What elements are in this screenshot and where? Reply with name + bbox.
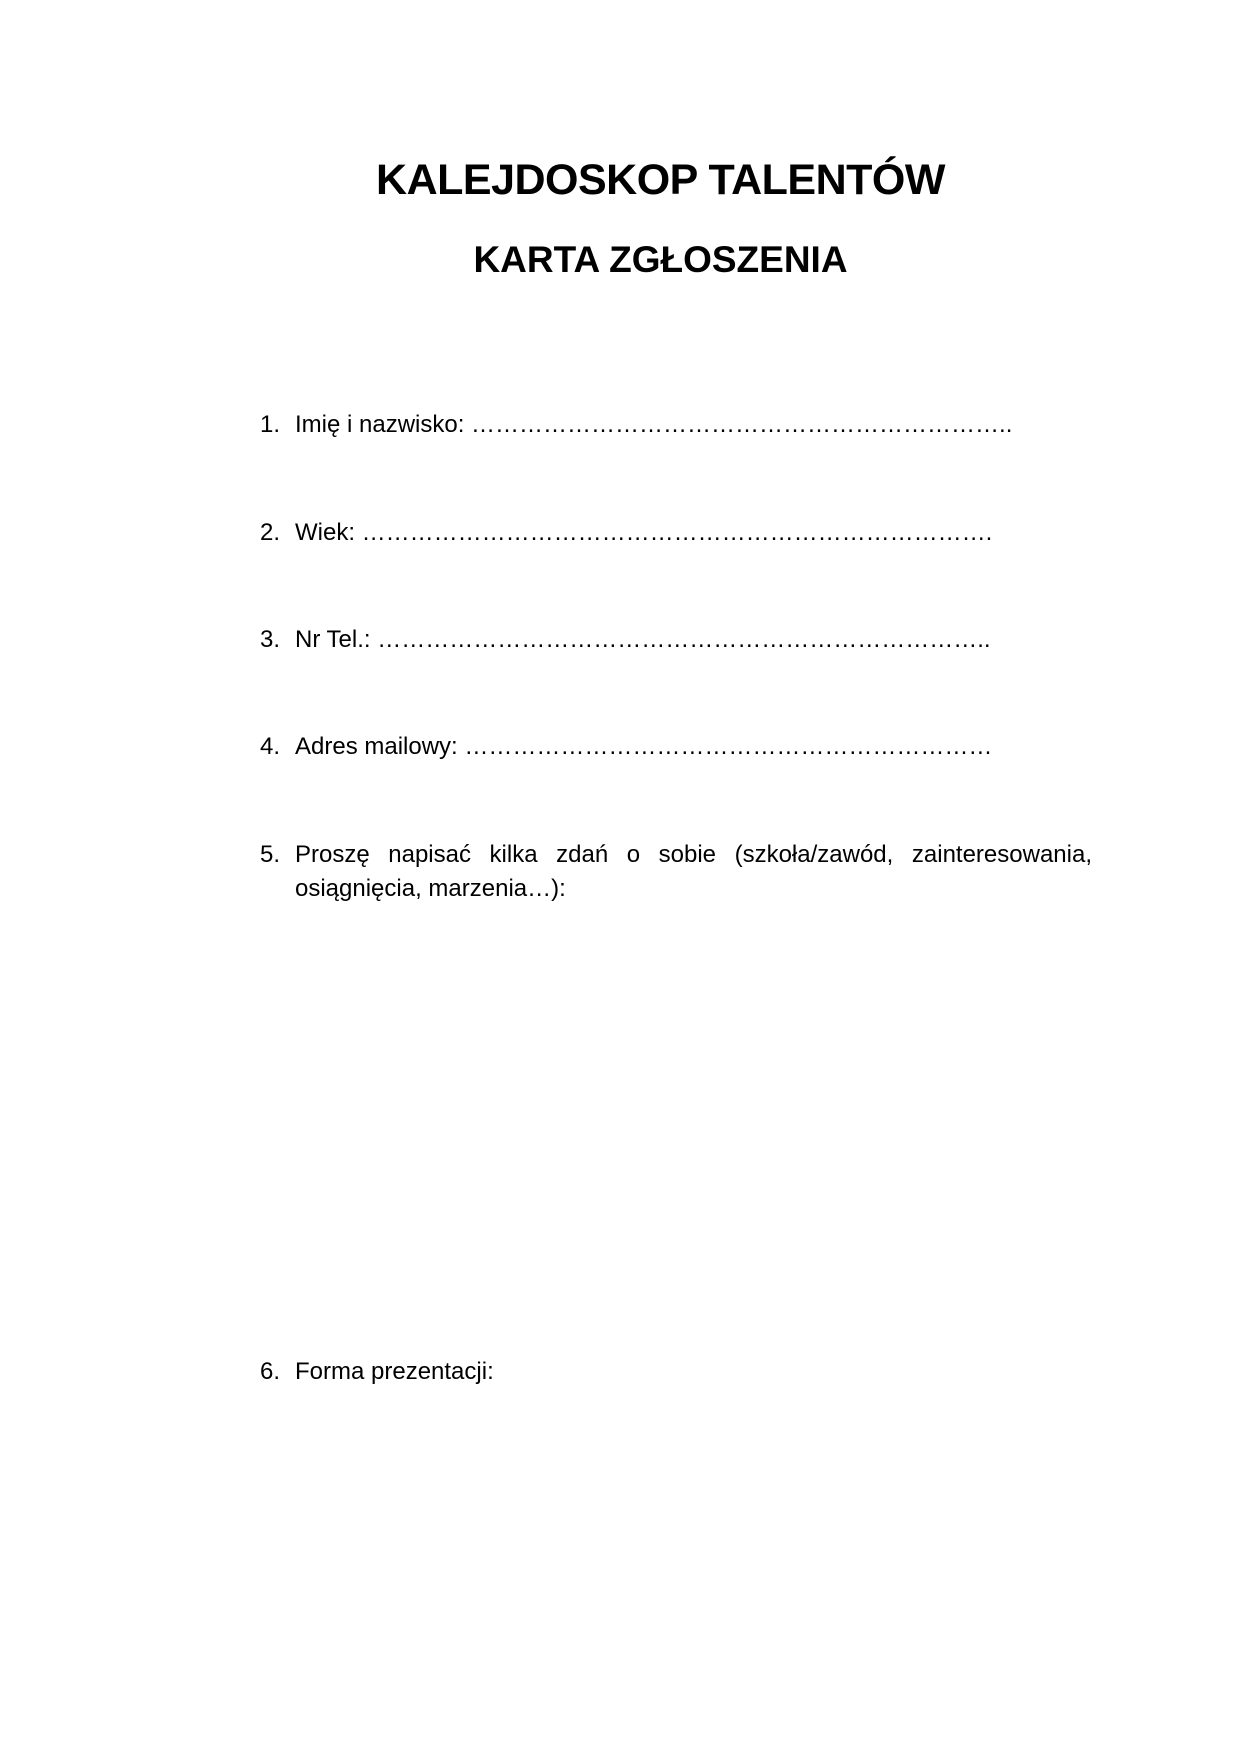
form-item-email — [260, 730, 992, 764]
item-number: 3. — [260, 626, 281, 653]
item-text: Wiek: ……………………………………………………………………. — [295, 519, 993, 546]
form-item-about — [260, 838, 1092, 906]
form-item-presentation — [260, 1355, 494, 1389]
item-number: 2. — [260, 519, 281, 546]
form-item-age — [260, 516, 992, 550]
item-number: 1. — [260, 411, 281, 438]
item-text: Forma prezentacji: — [295, 1358, 494, 1385]
form-item-name — [260, 408, 1012, 442]
item-number: 6. — [260, 1358, 281, 1385]
item-text: Imię i nazwisko: ………………………………………………………….. — [295, 411, 1013, 438]
item-number: 5. — [260, 841, 281, 868]
document-title: KALEJDOSKOP TALENTÓW — [376, 156, 945, 204]
document-subtitle: KARTA ZGŁOSZENIA — [473, 239, 848, 280]
item-number: 4. — [260, 733, 281, 760]
item-text: Proszę napisać kilka zdań o sobie (szkoła/zawód, zainteresowania, osiągnięcia, marzenia…): — [295, 841, 1092, 902]
item-text: Nr Tel.: ………………………………………………………………….. — [295, 626, 991, 653]
form-item-phone — [260, 623, 991, 657]
item-text: Adres mailowy: ………………………………………………………… — [295, 733, 993, 760]
